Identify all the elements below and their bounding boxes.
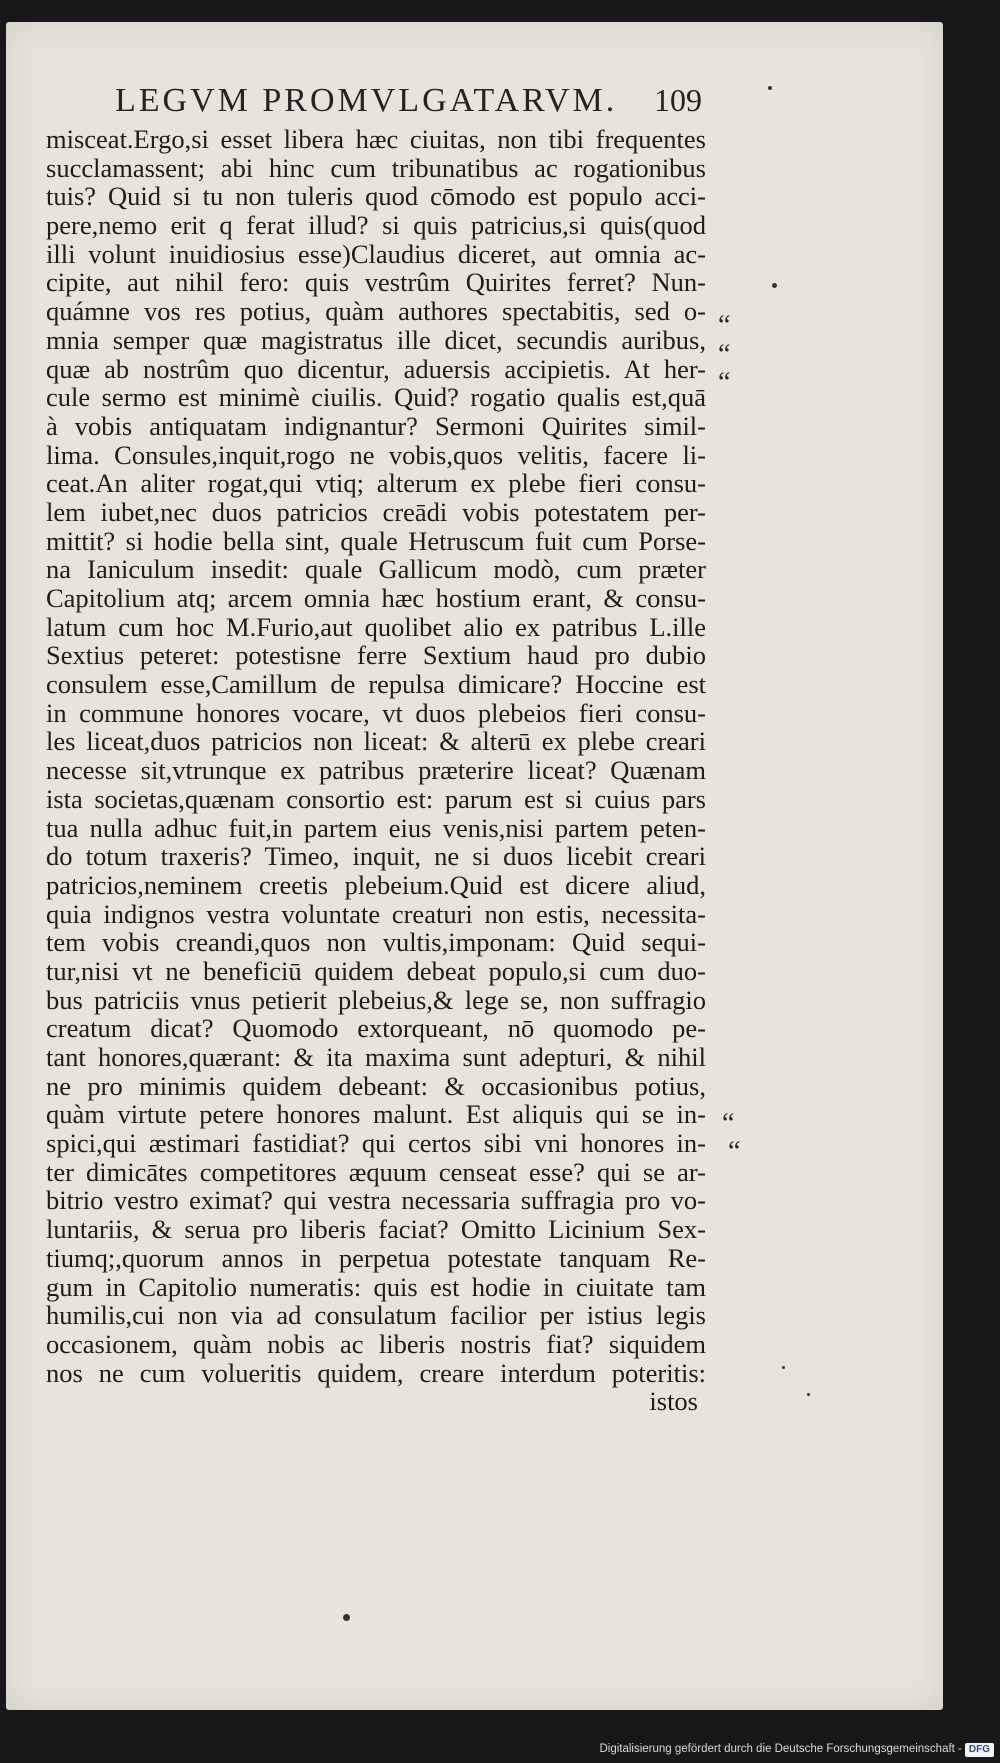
text-line: mittit? si hodie bella sint, quale Hetruscum fuit cum Porse- — [46, 525, 706, 556]
text-line: latum cum hoc M.Furio,aut quolibet alio ex patribus L.ille — [46, 611, 706, 642]
text-line: ter dimicātes competitores æquum censeat esse? qui se ar- — [46, 1156, 706, 1187]
text-line: gum in Capitolio numeratis: quis est hodie in ciuitate tam — [46, 1271, 706, 1302]
text-line: pere,nemo erit q ferat illud? si quis patricius,si quis(quod — [46, 210, 706, 241]
text-line: bitrio vestro eximat? qui vestra necessaria suffragia pro vo- — [46, 1185, 706, 1216]
credit-text: Digitalisierung gefördert durch die Deutsche Forschungsgemeinschaft - — [599, 1743, 962, 1755]
text-line: quia indignos vestra voluntate creaturi non estis, necessita- — [46, 898, 706, 929]
text-line: occasionem, quàm nobis ac liberis nostris fiat? siquidem — [46, 1328, 706, 1359]
page-number: 109 — [654, 82, 702, 118]
text-line: istos — [649, 1386, 698, 1417]
text-line: lima. Consules,inquit,rogo ne vobis,quos velitis, facere li- — [46, 439, 706, 470]
text-line: à vobis antiquatam indignantur? Sermoni Quirites simil- — [46, 410, 706, 441]
text-line: ista societas,quænam consortio est: parum est si cuius pars — [46, 783, 706, 814]
text-line: tuis? Quid si tu non tuleris quod cōmodo est populo acci- — [46, 181, 706, 212]
text-line: tem vobis creandi,quos non vultis,imponam: Quid sequi- — [46, 927, 706, 958]
text-line: do totum traxeris? Timeo, inquit, ne si duos licebit creari — [46, 841, 706, 872]
running-head — [115, 66, 700, 126]
text-line: mnia semper quæ magistratus ille dicet, secundis auribus, — [46, 324, 706, 355]
body-text — [46, 125, 706, 1416]
paper-speck — [807, 1393, 810, 1396]
text-line: tua nulla adhuc fuit,in partem eius venis,nisi partem peten- — [46, 812, 706, 843]
text-line: creatum dicat? Quomodo extorqueant, nō quomodo pe- — [46, 1013, 706, 1044]
text-line: nos ne cum volueritis quidem, creare interdum poteritis: — [46, 1357, 706, 1388]
text-line: cule sermo est minimè ciuilis. Quid? rogatio qualis est,quā — [46, 382, 706, 413]
text-line: illi volunt inuidiosius esse)Claudius diceret, aut omnia ac- — [46, 238, 706, 269]
text-line: tant honores,quærant: & ita maxima sunt adepturi, & nihil — [46, 1042, 706, 1072]
text-line: humilis,cui non via ad consulatum facilior per istius legis — [46, 1300, 706, 1331]
margin-quote-mark: “ — [722, 1108, 735, 1139]
dfg-logo: DFG — [965, 1743, 994, 1757]
running-title: LEGVM PROMVLGATARVM. — [115, 82, 618, 119]
digitization-credit — [599, 1741, 994, 1757]
text-line: quámne vos res potius, quàm authores spectabitis, sed o- — [46, 296, 706, 327]
text-line: lem iubet,nec duos patricios creādi vobis potestatem per- — [46, 496, 706, 527]
text-line: na Ianiculum insedit: quale Gallicum modò, cum præter — [46, 554, 706, 585]
text-line: ne pro minimis quidem debeant: & occasionibus potius, — [46, 1070, 706, 1101]
text-line: les liceat,duos patricios non liceat: & alterū ex plebe creari — [46, 726, 706, 757]
text-line: tiumq;,quorum annos in perpetua potestate tanquam Re- — [46, 1242, 706, 1273]
text-line: cipite, aut nihil fero: quis vestrûm Quirites ferret? Nun- — [46, 267, 706, 298]
paper-speck — [343, 1614, 350, 1621]
text-line: succlamassent; abi hinc cum tribunatibus ac rogationibus — [46, 152, 706, 183]
text-line: spici,qui æstimari fastidiat? qui certos sibi vni honores in- — [46, 1128, 706, 1159]
margin-quote-mark: “ — [718, 310, 731, 341]
margin-quote-mark: “ — [718, 339, 731, 370]
paper-speck — [768, 86, 772, 90]
text-line: tur,nisi vt ne beneficiū quidem debeat populo,si cum duo- — [46, 955, 706, 986]
margin-quote-mark: “ — [718, 367, 731, 398]
text-line: patricios,neminem creetis plebeium.Quid est dicere aliud, — [46, 869, 706, 900]
text-line: bus patriciis vnus petierit plebeius,& lege se, non suffragio — [46, 984, 706, 1015]
paper-speck — [782, 1366, 785, 1369]
text-line: in commune honores vocare, vt duos plebeios fieri consu- — [46, 697, 706, 728]
text-line: quàm virtute petere honores malunt. Est aliquis qui se in- — [46, 1099, 706, 1130]
text-line: ceat.An aliter rogat,qui vtiq; alterum ex plebe fieri consu- — [46, 468, 706, 499]
paper-speck — [772, 283, 777, 288]
text-line: necesse sit,vtrunque ex patribus præterire liceat? Quænam — [46, 755, 706, 786]
text-line: Sextius peteret: potestisne ferre Sextium haud pro dubio — [46, 640, 706, 671]
text-line: Capitolium atq; arcem omnia hæc hostium erant, & consu- — [46, 583, 706, 613]
margin-quote-mark: “ — [728, 1136, 741, 1167]
text-line: quæ ab nostrûm quo dicentur, aduersis accipietis. At her- — [46, 353, 706, 384]
text-line: luntariis, & serua pro liberis faciat? Omitto Licinium Sex- — [46, 1214, 706, 1245]
text-line: consulem esse,Camillum de repulsa dimicare? Hoccine est — [46, 669, 706, 700]
text-line: misceat.Ergo,si esset libera hæc ciuitas, non tibi frequentes — [46, 124, 706, 154]
